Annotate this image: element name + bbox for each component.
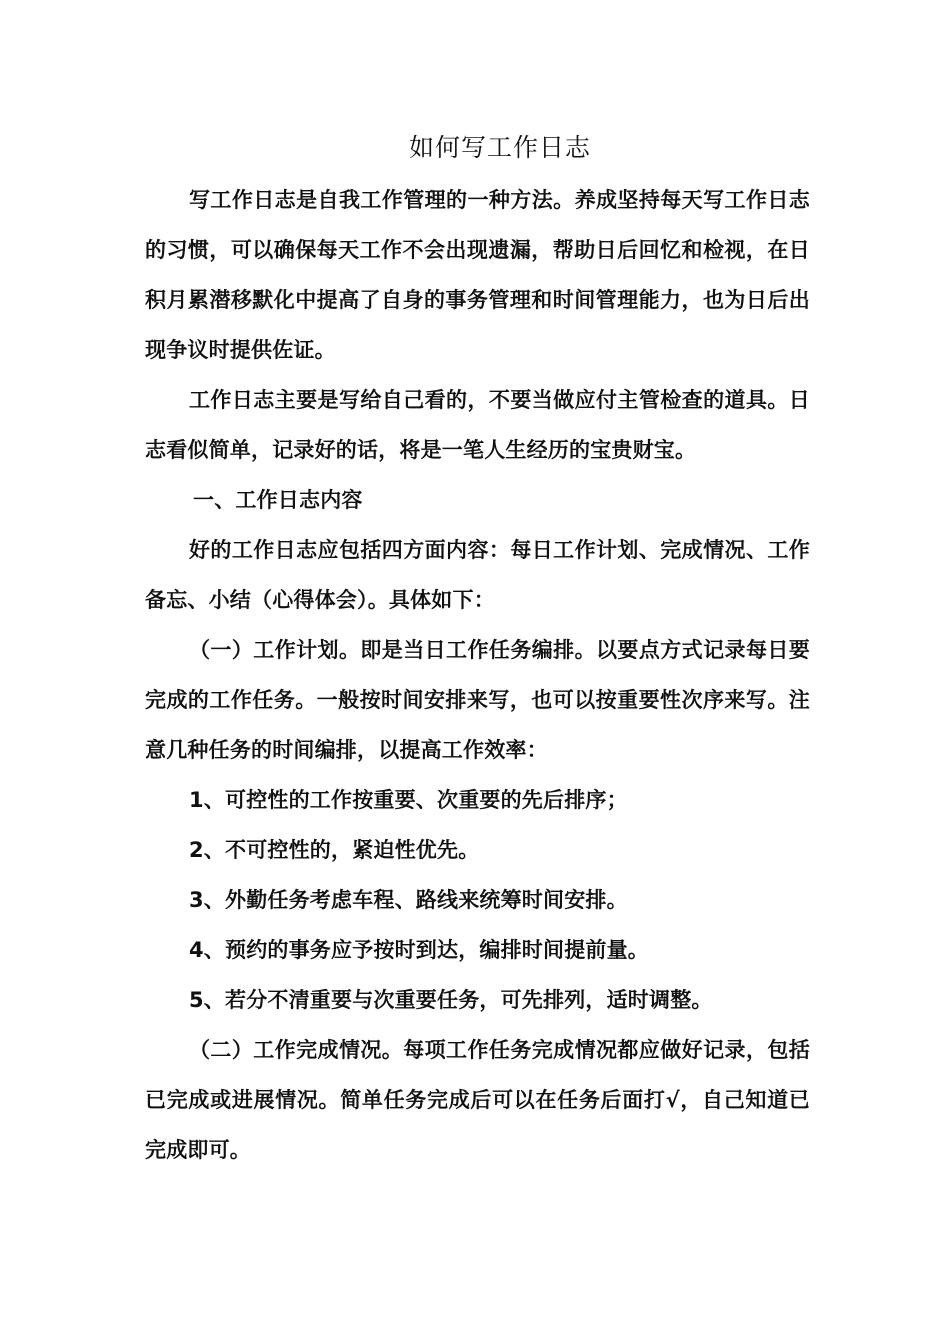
document-title: 如何写工作日志 [408, 133, 591, 162]
subsection-completion-paragraph: （二）工作完成情况。每项工作任务完成情况都应做好记录，包括已完成或进展情况。简单任务完成后可以在任务后面打√，自己知道已完成即可。 [145, 1038, 810, 1162]
section-intro-paragraph: 好的工作日志应包括四方面内容：每日工作计划、完成情况、工作备忘、小结（心得体会）。具体如下： [145, 538, 810, 612]
list-item: 5、若分不清重要与次重要任务，可先排列，适时调整。 [189, 988, 713, 1012]
list-item: 1、可控性的工作按重要、次重要的先后排序； [189, 788, 628, 812]
subsection-plan-paragraph: （一）工作计划。即是当日工作任务编排。以要点方式记录每日要完成的工作任务。一般按时间安排来写，也可以按重要性次序来写。注意几种任务的时间编排，以提高工作效率： [145, 638, 810, 762]
list-item: 4、预约的事务应予按时到达，编排时间提前量。 [189, 938, 650, 962]
document-body [145, 175, 810, 1175]
section-heading: 一、工作日志内容 [193, 488, 363, 512]
intro-paragraph-2: 工作日志主要是写给自己看的，不要当做应付主管检查的道具。日志看似简单，记录好的话，将是一笔人生经历的宝贵财宝。 [145, 388, 810, 462]
list-item: 3、外勤任务考虑车程、路线来统筹时间安排。 [189, 888, 628, 912]
intro-paragraph-1: 写工作日志是自我工作管理的一种方法。养成坚持每天写工作日志的习惯，可以确保每天工作不会出现遗漏，帮助日后回忆和检视，在日积月累潜移默化中提高了自身的事务管理和时间管理能力，也为日后出现争议时提供佐证。 [145, 188, 810, 362]
list-item: 2、不可控性的，紧迫性优先。 [189, 838, 480, 862]
